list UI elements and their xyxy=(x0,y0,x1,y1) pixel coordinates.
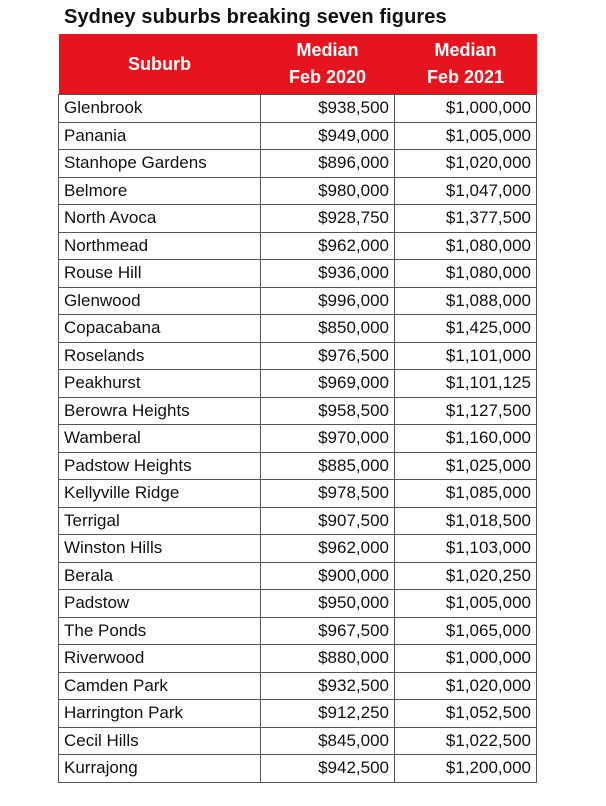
table-row xyxy=(59,150,537,178)
cell-median-feb-2020: $967,500 xyxy=(261,617,395,645)
table-row xyxy=(59,672,537,700)
cell-suburb: Stanhope Gardens xyxy=(59,150,261,178)
cell-median-feb-2020: $949,000 xyxy=(261,122,395,150)
cell-median-feb-2020: $950,000 xyxy=(261,590,395,618)
cell-suburb: Riverwood xyxy=(59,645,261,673)
table-row xyxy=(59,755,537,783)
cell-suburb: Copacabana xyxy=(59,315,261,343)
cell-suburb: Cecil Hills xyxy=(59,727,261,755)
table-body xyxy=(59,95,537,783)
cell-median-feb-2021: $1,000,000 xyxy=(395,645,537,673)
cell-median-feb-2020: $970,000 xyxy=(261,425,395,453)
table-row xyxy=(59,370,537,398)
cell-median-feb-2020: $885,000 xyxy=(261,452,395,480)
table-row xyxy=(59,260,537,288)
cell-median-feb-2021: $1,025,000 xyxy=(395,452,537,480)
cell-median-feb-2020: $996,000 xyxy=(261,287,395,315)
cell-median-feb-2020: $907,500 xyxy=(261,507,395,535)
table-row xyxy=(59,177,537,205)
cell-suburb: The Ponds xyxy=(59,617,261,645)
cell-median-feb-2021: $1,103,000 xyxy=(395,535,537,563)
cell-median-feb-2020: $962,000 xyxy=(261,232,395,260)
cell-median-feb-2021: $1,101,000 xyxy=(395,342,537,370)
cell-suburb: Belmore xyxy=(59,177,261,205)
suburb-median-table xyxy=(58,34,537,783)
cell-suburb: Roselands xyxy=(59,342,261,370)
header-suburb xyxy=(59,34,261,95)
cell-median-feb-2021: $1,065,000 xyxy=(395,617,537,645)
table-row xyxy=(59,727,537,755)
cell-median-feb-2020: $978,500 xyxy=(261,480,395,508)
cell-suburb: Berala xyxy=(59,562,261,590)
cell-suburb: Harrington Park xyxy=(59,700,261,728)
cell-suburb: Wamberal xyxy=(59,425,261,453)
table-row xyxy=(59,397,537,425)
table-header xyxy=(59,34,537,95)
cell-suburb: Panania xyxy=(59,122,261,150)
table-row xyxy=(59,95,537,123)
cell-median-feb-2021: $1,052,500 xyxy=(395,700,537,728)
cell-suburb: Kurrajong xyxy=(59,755,261,783)
table-row xyxy=(59,507,537,535)
header-feb-2020-line2: Feb 2020 xyxy=(288,67,367,87)
table-row xyxy=(59,480,537,508)
cell-median-feb-2021: $1,018,500 xyxy=(395,507,537,535)
cell-suburb: Winston Hills xyxy=(59,535,261,563)
cell-suburb: North Avoca xyxy=(59,205,261,233)
cell-median-feb-2021: $1,377,500 xyxy=(395,205,537,233)
cell-suburb: Glenwood xyxy=(59,287,261,315)
cell-suburb: Padstow Heights xyxy=(59,452,261,480)
cell-suburb: Rouse Hill xyxy=(59,260,261,288)
table-row xyxy=(59,122,537,150)
table-row xyxy=(59,232,537,260)
cell-median-feb-2021: $1,080,000 xyxy=(395,232,537,260)
table-row xyxy=(59,535,537,563)
cell-median-feb-2020: $958,500 xyxy=(261,397,395,425)
cell-median-feb-2020: $962,000 xyxy=(261,535,395,563)
cell-suburb: Berowra Heights xyxy=(59,397,261,425)
page-title: Sydney suburbs breaking seven figures xyxy=(64,6,447,28)
header-suburb-label: Suburb xyxy=(128,53,191,74)
table-row xyxy=(59,205,537,233)
cell-median-feb-2021: $1,101,125 xyxy=(395,370,537,398)
cell-median-feb-2021: $1,005,000 xyxy=(395,122,537,150)
cell-median-feb-2021: $1,088,000 xyxy=(395,287,537,315)
cell-median-feb-2021: $1,047,000 xyxy=(395,177,537,205)
cell-median-feb-2020: $942,500 xyxy=(261,755,395,783)
cell-suburb: Kellyville Ridge xyxy=(59,480,261,508)
table-row xyxy=(59,645,537,673)
cell-median-feb-2021: $1,160,000 xyxy=(395,425,537,453)
table-row xyxy=(59,617,537,645)
table-row xyxy=(59,315,537,343)
cell-suburb: Camden Park xyxy=(59,672,261,700)
header-feb-2020-line1: Median xyxy=(296,40,359,60)
cell-median-feb-2021: $1,000,000 xyxy=(395,95,537,123)
cell-median-feb-2020: $980,000 xyxy=(261,177,395,205)
cell-suburb: Terrigal xyxy=(59,507,261,535)
cell-median-feb-2020: $896,000 xyxy=(261,150,395,178)
cell-suburb: Padstow xyxy=(59,590,261,618)
header-feb-2021-line1: Median xyxy=(434,40,497,60)
cell-median-feb-2021: $1,005,000 xyxy=(395,590,537,618)
cell-suburb: Northmead xyxy=(59,232,261,260)
table-row xyxy=(59,452,537,480)
table-row xyxy=(59,425,537,453)
cell-median-feb-2020: $900,000 xyxy=(261,562,395,590)
cell-median-feb-2021: $1,200,000 xyxy=(395,755,537,783)
cell-median-feb-2021: $1,022,500 xyxy=(395,727,537,755)
header-feb-2021 xyxy=(395,34,537,95)
cell-median-feb-2020: $850,000 xyxy=(261,315,395,343)
table-row xyxy=(59,342,537,370)
table-row xyxy=(59,287,537,315)
cell-suburb: Peakhurst xyxy=(59,370,261,398)
cell-median-feb-2021: $1,020,250 xyxy=(395,562,537,590)
cell-suburb: Glenbrook xyxy=(59,95,261,123)
table-row xyxy=(59,562,537,590)
cell-median-feb-2021: $1,020,000 xyxy=(395,150,537,178)
cell-median-feb-2020: $938,500 xyxy=(261,95,395,123)
header-feb-2020 xyxy=(261,34,395,95)
cell-median-feb-2020: $969,000 xyxy=(261,370,395,398)
cell-median-feb-2020: $932,500 xyxy=(261,672,395,700)
header-row xyxy=(59,34,537,95)
cell-median-feb-2021: $1,020,000 xyxy=(395,672,537,700)
cell-median-feb-2020: $936,000 xyxy=(261,260,395,288)
cell-median-feb-2021: $1,085,000 xyxy=(395,480,537,508)
cell-median-feb-2020: $845,000 xyxy=(261,727,395,755)
cell-median-feb-2020: $880,000 xyxy=(261,645,395,673)
cell-median-feb-2020: $912,250 xyxy=(261,700,395,728)
cell-median-feb-2020: $928,750 xyxy=(261,205,395,233)
cell-median-feb-2021: $1,080,000 xyxy=(395,260,537,288)
header-feb-2021-line2: Feb 2021 xyxy=(426,67,505,87)
cell-median-feb-2021: $1,127,500 xyxy=(395,397,537,425)
table-row xyxy=(59,700,537,728)
cell-median-feb-2020: $976,500 xyxy=(261,342,395,370)
cell-median-feb-2021: $1,425,000 xyxy=(395,315,537,343)
table-row xyxy=(59,590,537,618)
